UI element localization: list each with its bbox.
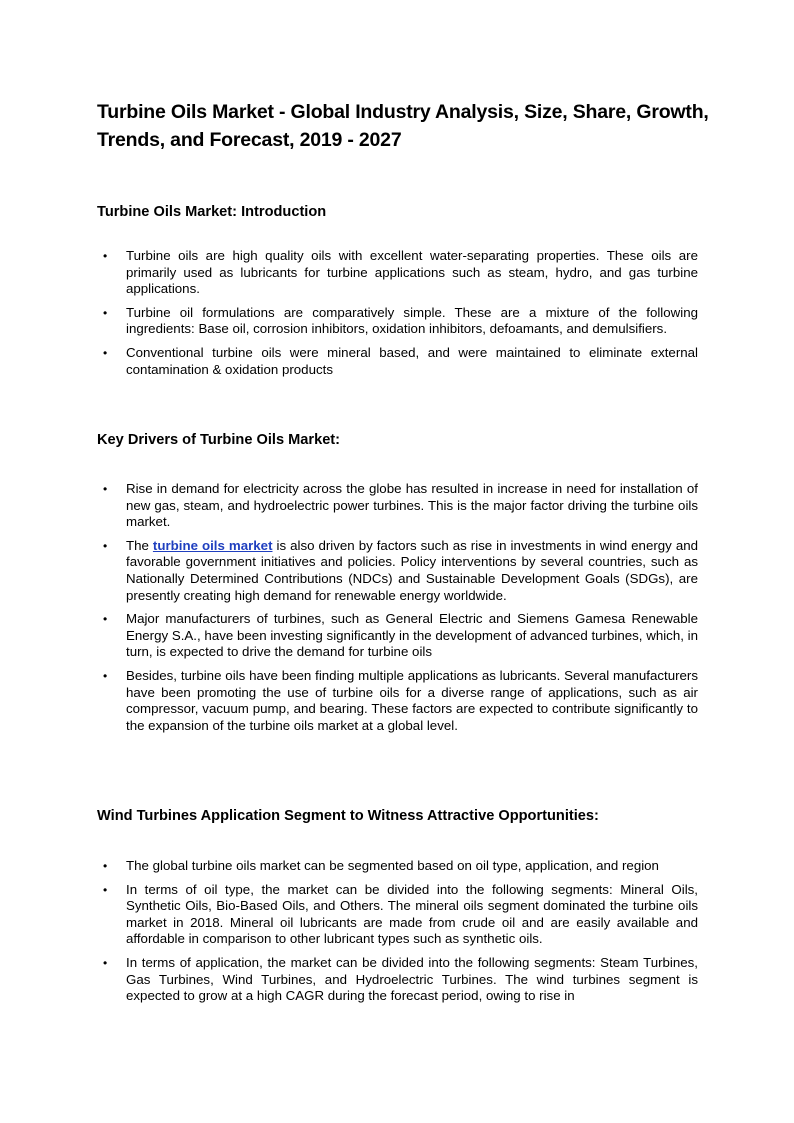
key-drivers-bullet-list — [0, 481, 794, 741]
section-heading-wind-turbines: Wind Turbines Application Segment to Witness Attractive Opportunities: — [97, 808, 599, 824]
bullet-icon: • — [103, 305, 108, 320]
list-item: • Turbine oils are high quality oils with excellent water-separating properties. These oils are primarily used as lubricants for turbine applications such as steam, hydro, and gas turbine applications. — [103, 248, 698, 297]
section-heading-key-drivers: Key Drivers of Turbine Oils Market: — [97, 432, 341, 448]
bullet-icon: • — [103, 249, 108, 263]
section-heading-introduction: Turbine Oils Market: Introduction — [97, 204, 327, 220]
list-item: • Turbine oil formulations are comparatively simple. These are a mixture of the following ingredients: Base oil, corrosion inhibitors, oxidation inhibitors, defoamants, and demulsifiers. — [103, 304, 698, 337]
wind-turbines-bullet-list — [0, 858, 794, 1012]
bullet-icon: • — [103, 955, 108, 970]
bullet-icon: • — [103, 345, 108, 360]
introduction-bullet-list — [0, 248, 794, 385]
bullet-icon: • — [103, 859, 108, 873]
bullet-icon: • — [103, 538, 108, 553]
list-item: • Major manufacturers of turbines, such as General Electric and Siemens Gamesa Renewable Energy S.A., have been investing significantly in the development of advanced turbines, which, in turn, is expected to drive the demand for turbine oils — [103, 611, 698, 660]
list-item: • The global turbine oils market can be segmented based on oil type, application, and region — [103, 858, 659, 873]
turbine-oils-market-link[interactable]: turbine oils market — [152, 537, 273, 553]
list-item: • The turbine oils market is also driven by factors such as rise in investments in wind energy and favorable government initiatives and policies. Policy interventions by several countries, such as Nationally Determined Contributions (NDCs) and Sustainable Development Goals (SDGs), are presently creating high demand for renewable energy worldwide. — [103, 537, 699, 603]
bullet-icon: • — [103, 612, 108, 627]
list-item: • In terms of oil type, the market can be divided into the following segments: Mineral Oils, Synthetic Oils, Bio-Based Oils, and Others. The mineral oils segment dominated the turbine oils market in 2018. Mineral oil lubricants are made from crude oil and are easily available and affordable in comparison to other lubricant types such as synthetic oils. — [103, 881, 698, 947]
list-item: • Besides, turbine oils have been finding multiple applications as lubricants. Several manufacturers have been promoting the use of turbine oils for a diverse range of applications, such as air compressor, vacuum pump, and bearing. These factors are expected to contribute significantly to the expansion of the turbine oils market at a global level. — [103, 667, 698, 733]
list-item: • Conventional turbine oils were mineral based, and were maintained to eliminate external contamination & oxidation products — [103, 344, 698, 377]
bullet-icon: • — [103, 882, 108, 897]
bullet-icon: • — [103, 668, 108, 683]
list-item: • Rise in demand for electricity across the globe has resulted in increase in need for installation of new gas, steam, and hydroelectric power turbines. This is the major factor driving the turbine oils market. — [103, 481, 698, 530]
document-title: Turbine Oils Market - Global Industry Analysis, Size, Share, Growth, Trends, and Forecast, 2019 - 2027 — [97, 101, 709, 151]
bullet-icon: • — [103, 482, 108, 496]
list-item: • In terms of application, the market can be divided into the following segments: Steam Turbines, Gas Turbines, Wind Turbines, and Hydroelectric Turbines. The wind turbines segment is expected to grow at a high CAGR during the forecast period, owing to rise in — [103, 954, 698, 1004]
